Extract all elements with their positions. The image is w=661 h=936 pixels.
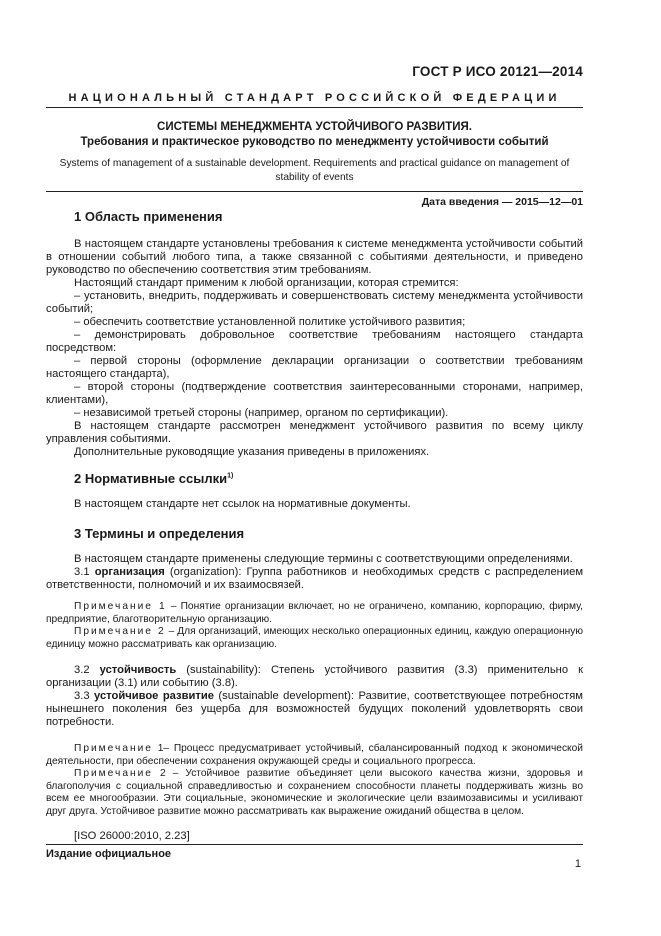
note-label: Примечание xyxy=(74,768,153,779)
section-1-list-item-3: – демонстрировать добровольное соответствие требованиям настоящего стандарта посредством: xyxy=(46,329,583,354)
section-2-heading xyxy=(74,470,583,488)
note-label: Примечание 1 xyxy=(74,601,167,612)
term-3-2-term: устойчивость xyxy=(99,664,177,676)
section-1-heading: 1 Область применения xyxy=(74,209,223,224)
term-source: [ISO 26000:2010, 2.23] xyxy=(74,830,190,842)
note-3-1-1 xyxy=(46,601,583,626)
section-3-heading: 3 Термины и определения xyxy=(74,526,245,541)
title-english: Systems of management of a sustainable development. Requirements and practical guidance on management of stability of events xyxy=(59,158,570,183)
section-1-list-item-1: – установить, внедрить, поддерживать и совершенствовать систему менеджмента устойчивости событий; xyxy=(46,290,583,315)
note-3-3-1 xyxy=(46,743,583,768)
term-3-2 xyxy=(46,664,583,690)
note-label: Примечание 2 xyxy=(74,626,166,637)
term-3-2-number: 3.2 xyxy=(74,664,90,676)
section-1-paragraph-4: Дополнительные руководящие указания приведены в приложениях. xyxy=(74,446,430,458)
title-russian xyxy=(46,120,583,150)
page-number: 1 xyxy=(574,858,581,870)
date-rule xyxy=(46,191,583,192)
term-3-3-term: устойчивое развитие xyxy=(94,690,214,702)
term-3-3-definition: (sustainable development): Развитие, соответствующее потребностям нынешнего поколения без ущерба для возможностей будущих поколений удовлетворять свои потребности. xyxy=(46,690,583,728)
note-3-1-2 xyxy=(46,626,583,651)
official-edition-label: Издание официальное xyxy=(46,848,172,860)
section-2-paragraph-1: В настоящем стандарте нет ссылок на нормативные документы. xyxy=(74,498,411,510)
note-text: – Для организаций, имеющих несколько операционных единиц, каждую операционную единицу можно рассматривать как организацию. xyxy=(46,626,583,650)
note-text: 1– Процесс предусматривает устойчивый, сбалансированный подход к экономической деятельности, при обеспечении сохранения окружающей среды и социального прогресса. xyxy=(46,743,583,767)
section-3-intro: В настоящем стандарте применены следующие термины с соответствующими определениями. xyxy=(74,553,573,565)
section-2-heading-text: 2 Нормативные ссылки xyxy=(74,471,228,486)
section-1-list-item-3b: – второй стороны (подтверждение соответствия заинтересованными сторонами, например, клиентами), xyxy=(46,381,583,406)
section-1-paragraph-1: В настоящем стандарте установлены требования к системе менеджмента устойчивости событий в отношении событий любого типа, а также связанной с событиями деятельности, и приведено руководство по обеспечению соответствия этим требованиям. xyxy=(46,238,583,276)
note-text: 2 – Устойчивое развитие объединяет цели высокого качества жизни, здоровья и благополучия с социальной справедливостью и сохранением способности планеты поддерживать жизнь во всем ее многообразии. Эти социальные, экономические и экологические цели взаимозависимы и усиливают друг друга. Устойчивое развитие можно рассматривать как выражение ожиданий общества в целом. xyxy=(46,768,583,817)
section-1-list-item-2: – обеспечить соответствие установленной политике устойчивого развития; xyxy=(74,316,466,328)
section-1-paragraph-2: Настоящий стандарт применим к любой организации, которая стремится: xyxy=(74,277,459,289)
note-text: – Понятие организации включает, но не ограничено, компанию, корпорацию, фирму, предприятие, благотворительную организацию. xyxy=(46,601,583,625)
main-content xyxy=(46,206,583,843)
section-1-list-item-3c: – независимой третьей стороны (например, органом по сертификации). xyxy=(74,407,449,419)
term-3-1-number: 3.1 xyxy=(74,566,90,578)
introduction-date: Дата введения — 2015—12—01 xyxy=(421,196,583,208)
note-label: Примечание xyxy=(74,743,153,754)
section-1-paragraph-3: В настоящем стандарте рассмотрен менеджмент устойчивого развития по всему циклу управления событиями. xyxy=(46,420,583,445)
footnote-mark: 1) xyxy=(227,472,234,480)
term-3-3 xyxy=(46,690,583,729)
national-standard-line: НАЦИОНАЛЬНЫЙ СТАНДАРТ РОССИЙСКОЙ ФЕДЕРАЦИИ xyxy=(68,92,561,104)
term-3-1-term: организация xyxy=(94,566,165,578)
title-ru-line2: Требования и практическое руководство по менеджменту устойчивости событий xyxy=(80,136,549,148)
term-3-1-definition: (organization): Группа работников и необходимых средств с распределением ответственности, полномочий и их взаимосвязей. xyxy=(46,566,584,591)
note-3-3-2 xyxy=(46,768,583,818)
term-3-2-definition: (sustainability): Степень устойчивого развития (3.3) применительно к организации (3.1) или событию (3.8). xyxy=(46,664,584,689)
term-3-3-number: 3.3 xyxy=(74,690,90,702)
footer-rule xyxy=(46,844,583,845)
document-code: ГОСТ Р ИСО 20121—2014 xyxy=(412,64,583,79)
term-3-1 xyxy=(46,566,583,592)
section-1-list-item-3a: – первой стороны (оформление декларации организации о соответствии требованиям настоящего стандарта), xyxy=(46,355,583,380)
header-rule xyxy=(46,107,583,108)
title-ru-line1: СИСТЕМЫ МЕНЕДЖМЕНТА УСТОЙЧИВОГО РАЗВИТИЯ. xyxy=(157,121,472,133)
